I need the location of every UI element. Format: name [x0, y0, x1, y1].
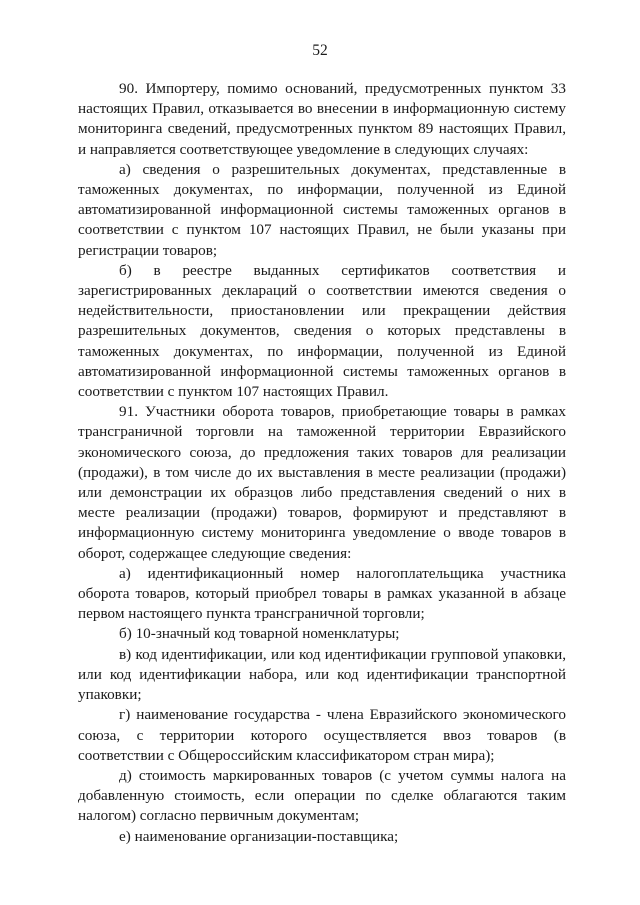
paragraph-90-intro: 90. Импортеру, помимо оснований, предусмотренных пунктом 33 настоящих Правил, отказывается во внесении в информационную систему мониторинга сведений, предусмотренных пунктом 89 настоящих Правил, и направляется соответствующее уведомление в следующих случаях:	[78, 80, 566, 158]
paragraph-91-d: д) стоимость маркированных товаров (с учетом суммы налога на добавленную стоимость, если операции по сделке облагаются таким налогом) согласно первичным документам;	[78, 766, 566, 825]
page-number: 52	[312, 42, 328, 59]
paragraph-91-g: г) наименование государства - члена Евразийского экономического союза, с территории которого осуществляется ввоз товаров (в соответствии с Общероссийским классификатором стран мира);	[78, 706, 566, 764]
paragraph-91-b: б) 10-значный код товарной номенклатуры;	[119, 625, 400, 643]
paragraph-91-a: а) идентификационный номер налогоплательщика участника оборота товаров, который приобрел товары в рамках указанной в абзаце первом настоящего пункта трансграничной торговли;	[78, 564, 566, 623]
paragraph-90-a: а) сведения о разрешительных документах, представленные в таможенных документах, по информации, полученной из Единой автоматизированной информационной системы таможенных органов в соответствии с пунктом 107 настоящих Правил, не были указаны при регистрации товаров;	[78, 160, 566, 259]
paragraph-91-intro: 91. Участники оборота товаров, приобретающие товары в рамках трансграничной торговли на таможенной территории Евразийского экономического союза, до предложения таких товаров для реализации (продажи), в том числе до их выставления в месте реализации (продажи) или демонстрации их образцов либо представления сведений о них в месте реализации (продажи) товаров, формируют и представляют в информационную систему мониторинга уведомление о вводе товаров в оборот, содержащее следующие сведения:	[78, 403, 566, 562]
document-body	[78, 79, 566, 847]
paragraph-91-e: е) наименование организации-поставщика;	[119, 827, 399, 845]
paragraph-90-b: б) в реестре выданных сертификатов соответствия и зарегистрированных деклараций о соответствии имеются сведения о недействительности, приостановлении или прекращении действия разрешительных документов, сведения о которых представлены в таможенных документах, по информации, полученной из Единой автоматизированной информационной системы таможенных органов в соответствии с пунктом 107 настоящих Правил.	[78, 261, 566, 401]
paragraph-91-v: в) код идентификации, или код идентификации групповой упаковки, или код идентификации набора, или код идентификации транспортной упаковки;	[78, 645, 566, 704]
